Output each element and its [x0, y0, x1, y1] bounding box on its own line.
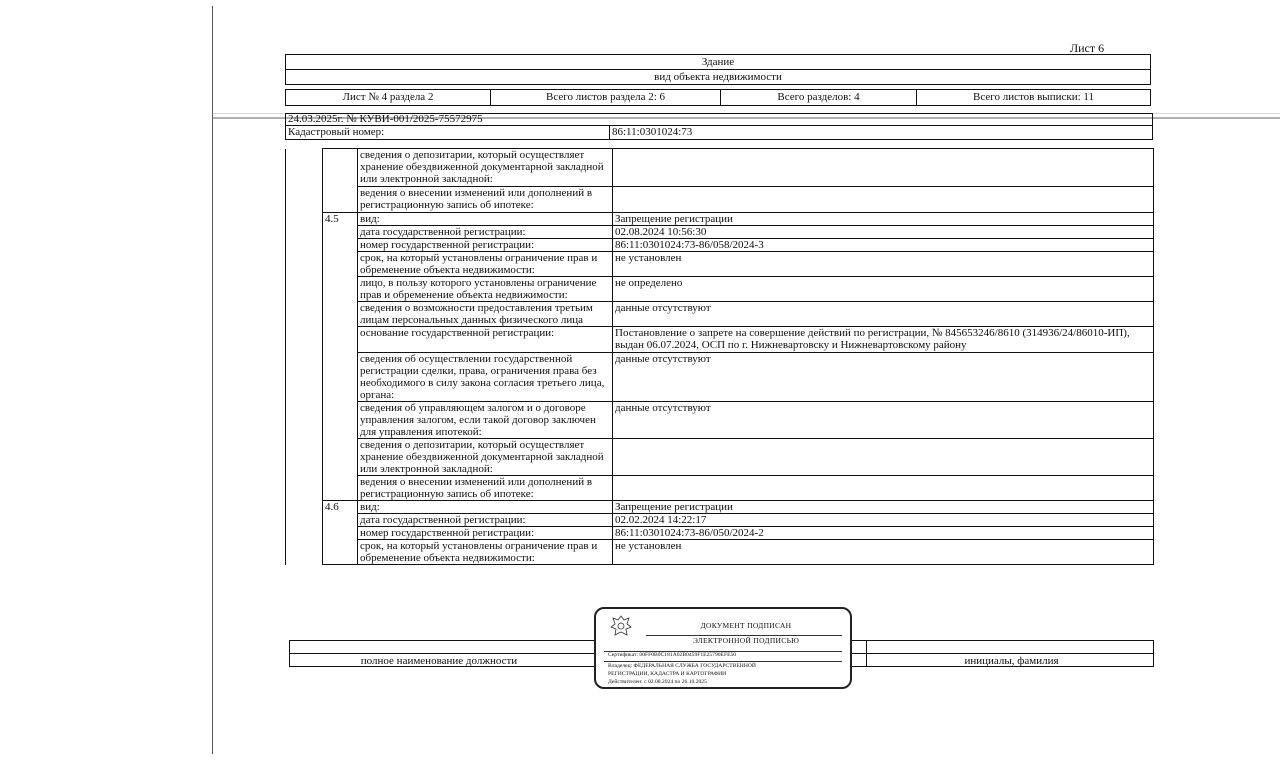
object-type: Здание — [701, 56, 735, 68]
encumbrances-table — [285, 148, 1154, 565]
table-row: номер государственной регистрации: 86:11:0301024:73-86/050/2024-2 — [286, 527, 1154, 540]
section-number: 4.6 — [323, 501, 358, 514]
table-row: основание государственной регистрации: Постановление о запрете на совершение действий по регистрации, № 845653246/8610 (314936/24/86010-ИП), выдан 06.07.2024, ОСП по г. Нижневартовску и Нижневартовскому району — [286, 327, 1154, 353]
section-number: 4.5 — [323, 213, 358, 226]
electronic-signature-stamp — [594, 607, 852, 689]
cadastral-label: Кадастровый номер: — [286, 126, 610, 139]
table-row: дата государственной регистрации: 02.08.2024 10:56:30 — [286, 226, 1154, 239]
table-row: срок, на который установлены ограничение прав и обременение объекта недвижимости: не установлен — [286, 540, 1154, 565]
object-type-caption: вид объекта недвижимости — [286, 69, 1150, 84]
stamp-certificate: Сертификат: 00FF0B0C181A02B0459F1E25790EFE50 — [608, 652, 737, 658]
emblem-icon — [610, 614, 632, 638]
stamp-validity: Действителен: с 02.08.2024 по 26.10.2025 — [608, 679, 707, 685]
total-sheets-extract: Всего листов выписки: 11 — [973, 91, 1094, 103]
table-row: 4.5 вид: Запрещение регистрации — [286, 213, 1154, 226]
table-row: срок, на который установлены ограничение прав и обременение объекта недвижимости: не установлен — [286, 252, 1154, 277]
name-caption: инициалы, фамилия — [964, 655, 1059, 667]
table-row: дата государственной регистрации: 02.02.2024 14:22:17 — [286, 514, 1154, 527]
sheet-of-section: Лист № 4 раздела 2 — [286, 90, 491, 105]
total-sheets-section: Всего листов раздела 2: 6 — [491, 90, 721, 105]
cadastral-number-row — [285, 126, 1153, 140]
table-row: номер государственной регистрации: 86:11:0301024:73-86/058/2024-3 — [286, 239, 1154, 252]
table-row: сведения о депозитарии, который осуществляет хранение обездвиженной документарной закладной или электронной закладной: — [286, 149, 1154, 187]
table-row: лицо, в пользу которого установлены ограничение прав и обременение объекта недвижимости: не определено — [286, 277, 1154, 302]
table-row: сведения об осуществлении государственной регистрации сделки, права, ограничения права без необходимого в силу закона согласия третьего лица, органа: данные отсутствуют — [286, 353, 1154, 402]
sheet-meta-row — [285, 89, 1151, 106]
table-row: сведения о возможности предоставления третьим лицам персональных данных физического лица данные отсутствуют — [286, 302, 1154, 327]
table-row: 4.6 вид: Запрещение регистрации — [286, 501, 1154, 514]
cadastral-value: 86:11:0301024:73 — [612, 126, 693, 138]
table-row: сведения об управляющем залогом и о договоре управления залогом, если такой договор заключен для управления ипотекой: данные отсутствуют — [286, 402, 1154, 439]
stamp-title: ДОКУМЕНТ ПОДПИСАН — [700, 621, 792, 630]
sheet-number: Лист 6 — [1070, 41, 1105, 55]
stamp-subtitle: ЭЛЕКТРОННОЙ ПОДПИСЬЮ — [692, 636, 800, 645]
document-number-line: 24.03.2025г. № КУВИ-001/2025-75572975 — [285, 113, 1153, 126]
position-caption: полное наименование должности — [360, 655, 518, 667]
table-row: ведения о внесении изменений или дополнений в регистрационную запись об ипотеке: — [286, 187, 1154, 213]
stamp-owner: Владелец: ФЕДЕРАЛЬНАЯ СЛУЖБА ГОСУДАРСТВЕННОЙ — [608, 663, 756, 669]
total-sections: Всего разделов: 4 — [721, 90, 917, 105]
table-row: сведения о депозитарии, который осуществляет хранение обездвиженной документарной закладной или электронной закладной: — [286, 439, 1154, 476]
object-type-header — [285, 54, 1151, 85]
table-row: ведения о внесении изменений или дополнений в регистрационную запись об ипотеке: — [286, 476, 1154, 501]
stamp-owner-continued: РЕГИСТРАЦИИ, КАДАСТРА И КАРТОГРАФИИ — [608, 671, 727, 677]
